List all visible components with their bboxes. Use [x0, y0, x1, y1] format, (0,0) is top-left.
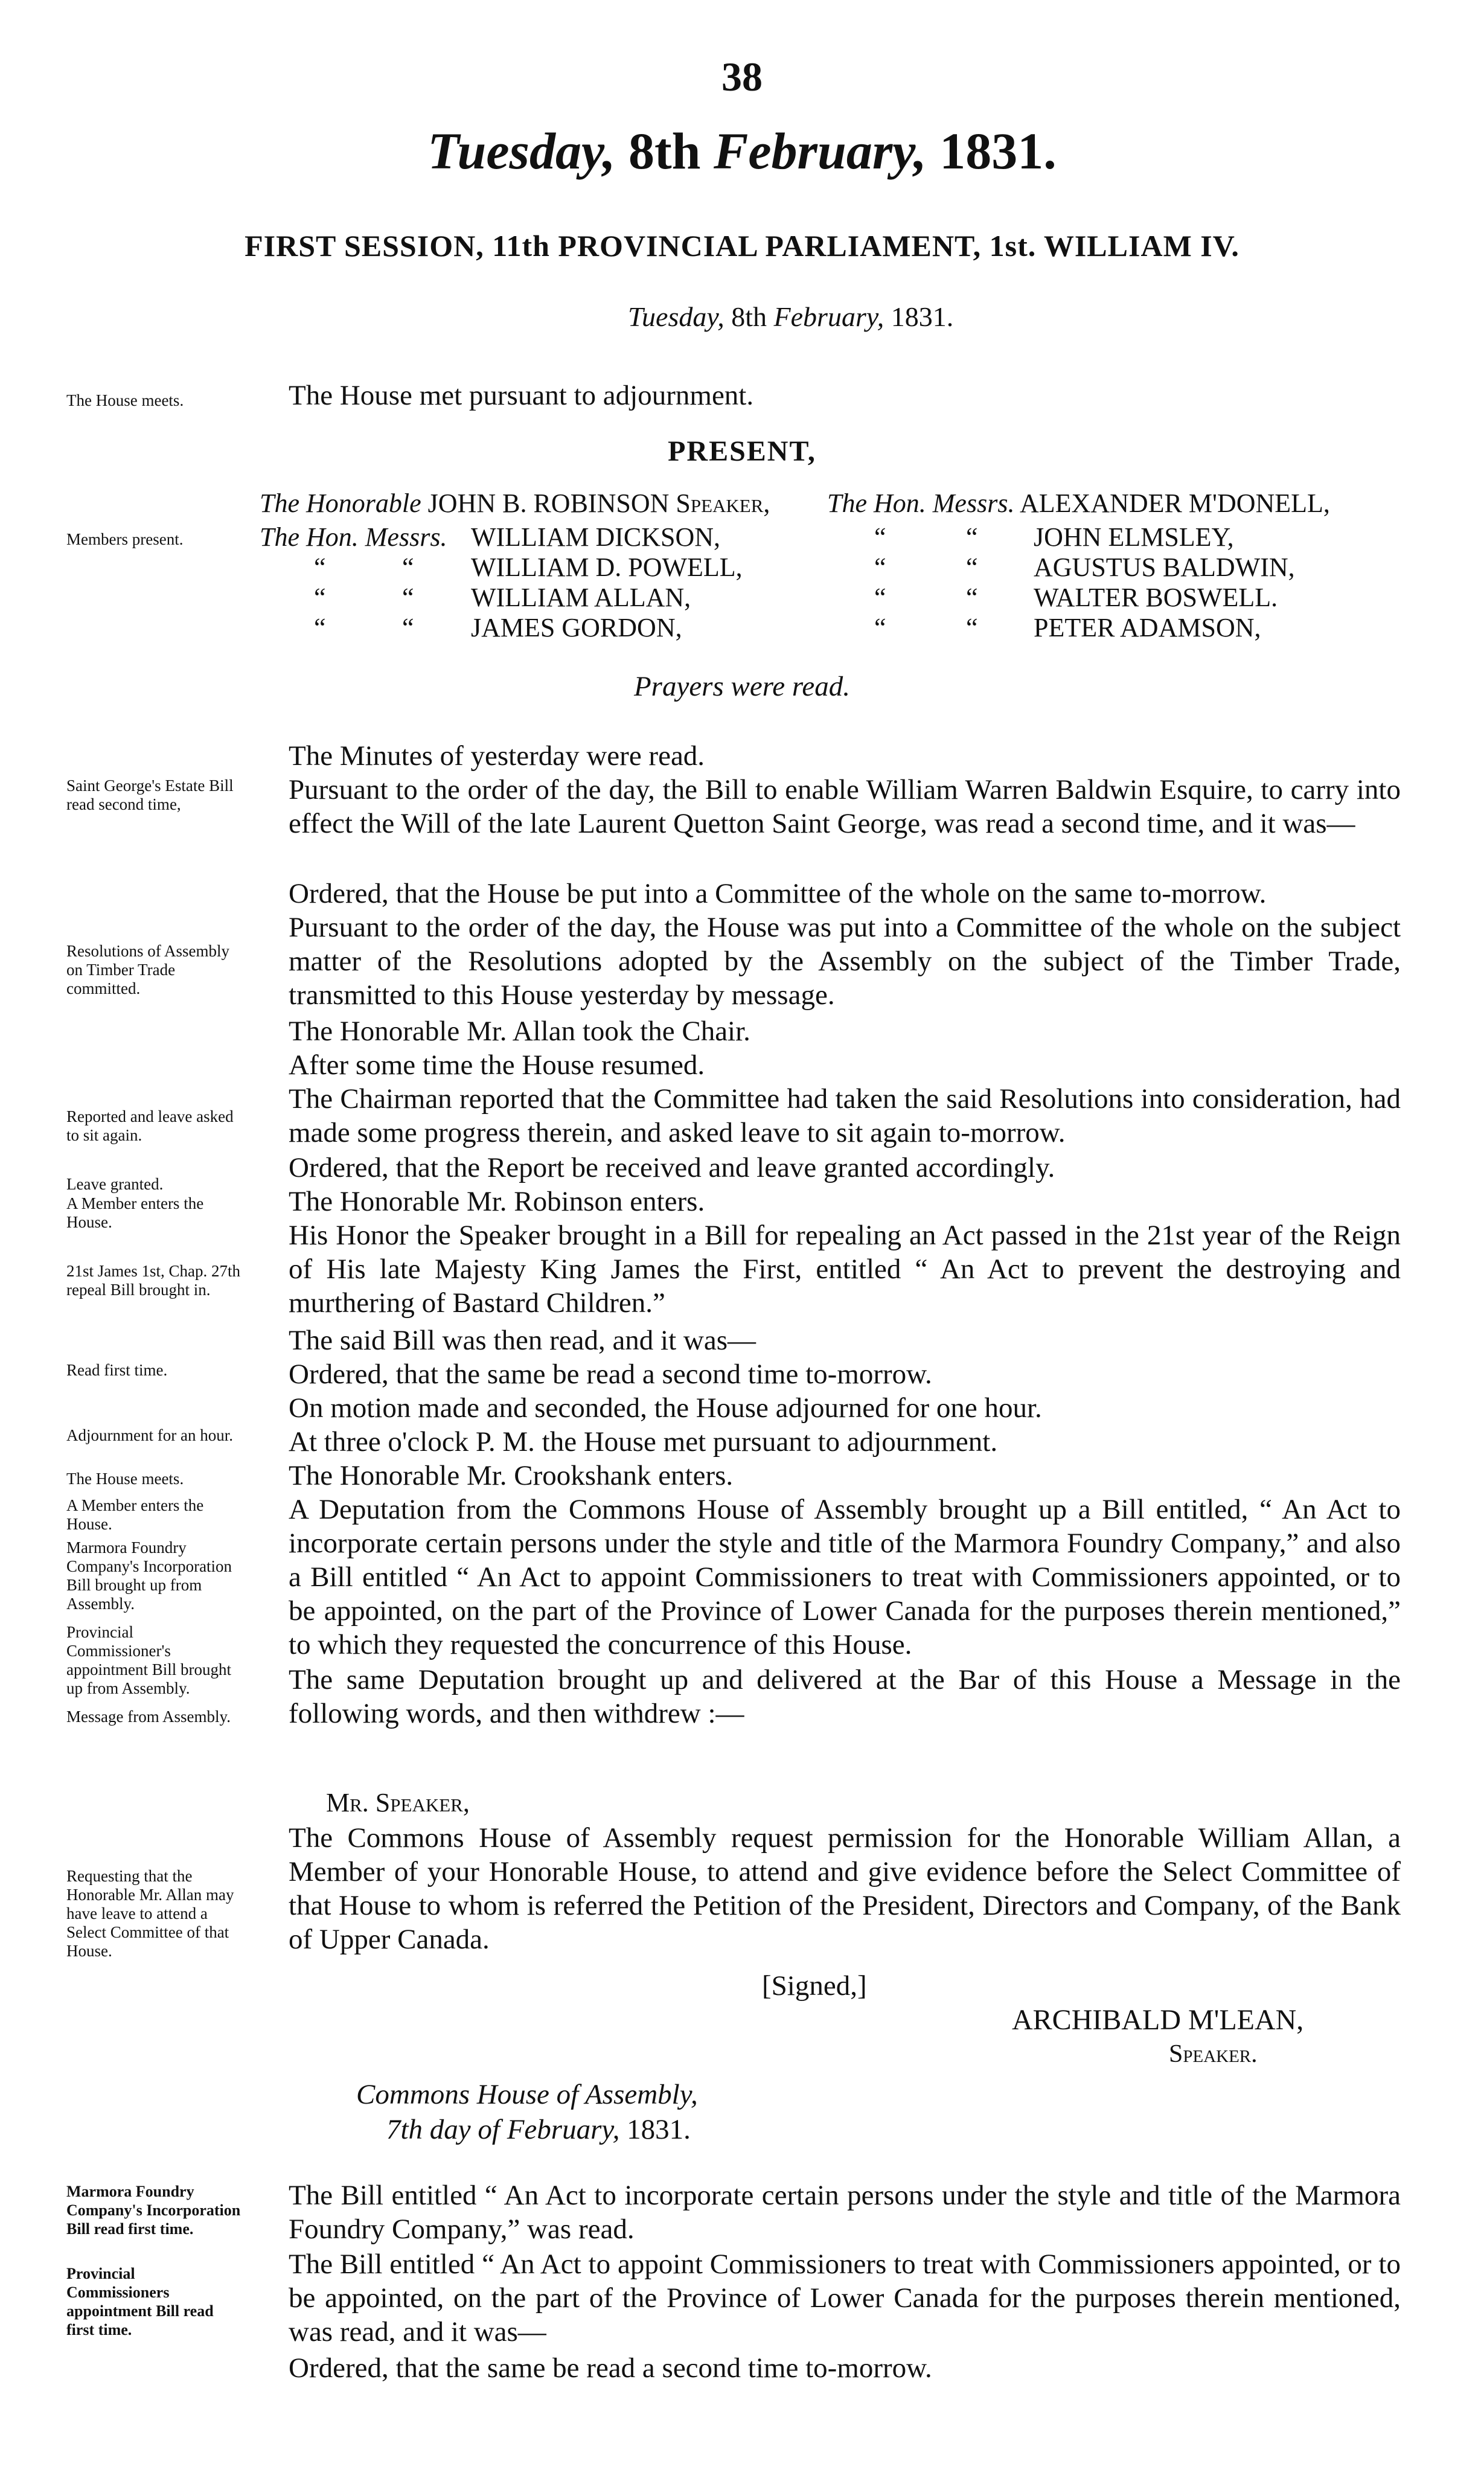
page-number: 38: [721, 54, 763, 100]
margin-note: A Member enters the House.: [66, 1194, 204, 1231]
member-row-1: [260, 488, 770, 519]
present-heading: PRESENT,: [668, 435, 816, 467]
margin-note: Leave granted.: [66, 1175, 164, 1193]
member-row-1-right: [827, 488, 1330, 519]
sub-date-day: 8th: [731, 301, 767, 332]
sub-date-month: February,: [773, 301, 884, 332]
message-date: [386, 2113, 691, 2146]
member-title: Speaker,: [676, 488, 770, 518]
message-salutation: Mr. Speaker,: [326, 1788, 470, 1817]
margin-note: Provincial Commissioner's appointment Bill brought up from Assembly.: [66, 1623, 231, 1697]
ditto-mark: “: [314, 613, 326, 642]
sub-date-year: 1831.: [891, 301, 954, 332]
margin-note: Provincial Commissioners appointment Bill read first time.: [66, 2265, 214, 2338]
member-name: WILLIAM D. POWELL,: [471, 552, 743, 582]
member-prefix: The Hon. Messrs.: [827, 488, 1015, 518]
paragraph: After some time the House resumed.: [289, 1049, 705, 1081]
ditto-mark: “: [966, 522, 978, 552]
date-day: 8th: [628, 122, 701, 180]
date-year: 1831.: [939, 122, 1057, 180]
member-name: JAMES GORDON,: [471, 613, 682, 642]
paragraph: On motion made and seconded, the House adjourned for one hour.: [289, 1392, 1042, 1424]
ditto-mark: “: [314, 552, 326, 582]
member-name: WILLIAM ALLAN,: [471, 583, 691, 612]
page-date-heading: [0, 121, 1484, 181]
member-name: PETER ADAMSON,: [1034, 613, 1261, 642]
session-title: FIRST SESSION, 11th PROVINCIAL PARLIAMENT, 1st. WILLIAM IV.: [245, 229, 1239, 263]
paragraph: His Honor the Speaker brought in a Bill for repealing an Act passed in the 21st year of the Reign of His late Majesty King James the First, entitled “ An Act to prevent the destroying and murthering of Bastard Children.”: [289, 1220, 1401, 1319]
paragraph: Pursuant to the order of the day, the House was put into a Committee of the whole on the subject matter of the Resolutions adopted by the Assembly on the subject of the Timber Trade, transmitted to this House yesterday by message.: [289, 912, 1401, 1011]
margin-note: The House meets.: [66, 1470, 184, 1488]
paragraph: Pursuant to the order of the day, the Bill to enable William Warren Baldwin Esquire, to carry into effect the Will of the late Laurent Quetton Saint George, was read a second time, and it was—: [289, 774, 1401, 839]
message-place: Commons House of Assembly,: [356, 2079, 698, 2110]
message-signer: ARCHIBALD M'LEAN,: [1012, 2004, 1304, 2036]
paragraph: The Honorable Mr. Crookshank enters.: [289, 1460, 734, 1491]
margin-note: Resolutions of Assembly on Timber Trade committed.: [66, 942, 230, 997]
paragraph: The Minutes of yesterday were read.: [289, 740, 705, 772]
paragraph: A Deputation from the Commons House of Assembly brought up a Bill entitled, “ An Act to incorporate certain persons under the style and title of the Marmora Foundry Company,” and also a Bill entitled “ An Act to appoint Commissioners to treat with Commissioners appointed, or to be appointed, on the part of the Province of Lower Canada for the purposes therein mentioned,” to which they requested the concurrence of this House.: [289, 1494, 1401, 1660]
margin-note: Adjournment for an hour.: [66, 1426, 233, 1444]
message-body: The Commons House of Assembly request permission for the Honorable William Allan, a Member of your Honorable House, to attend and give evidence before the Select Committee of that House to whom is referred the Petition of the President, Directors and Company, of the Bank of Upper Canada.: [289, 1822, 1401, 1955]
message-date-day: 7th day of February,: [386, 2114, 620, 2145]
paragraph: Ordered, that the same be read a second time to-morrow.: [289, 1359, 932, 1390]
margin-note: Read first time.: [66, 1361, 168, 1379]
paragraph: Ordered, that the House be put into a Committee of the whole on the same to-morrow.: [289, 878, 1267, 909]
paragraph: At three o'clock P. M. the House met pursuant to adjournment.: [289, 1426, 998, 1458]
paragraph: The said Bill was then read, and it was—: [289, 1325, 756, 1356]
margin-note: Requesting that the Honorable Mr. Allan may have leave to attend a Select Committee of that House.: [66, 1867, 234, 1960]
ditto-mark: “: [966, 583, 978, 612]
member-name: ALEXANDER M'DONELL,: [1020, 488, 1330, 518]
opening-line: The House met pursuant to adjournment.: [289, 380, 754, 411]
margin-note: Marmora Foundry Company's Incorporation Bill brought up from Assembly.: [66, 1538, 232, 1613]
message-signer-title: Speaker.: [1169, 2040, 1258, 2068]
ditto-mark: “: [966, 613, 978, 642]
member-name: WILLIAM DICKSON,: [471, 522, 721, 552]
margin-note: Reported and leave asked to sit again.: [66, 1107, 234, 1144]
margin-note: Saint George's Estate Bill read second time,: [66, 776, 234, 813]
member-name: JOHN B. ROBINSON: [427, 488, 670, 518]
ditto-mark: “: [314, 583, 326, 612]
margin-note: The House meets.: [66, 391, 184, 409]
message-date-year: 1831.: [627, 2114, 691, 2145]
message-signed: [Signed,]: [762, 1970, 867, 2002]
ditto-mark: “: [402, 552, 414, 582]
member-prefix: The Hon. Messrs.: [260, 522, 447, 552]
sub-date-weekday: Tuesday,: [628, 301, 724, 332]
ditto-mark: “: [874, 583, 886, 612]
paragraph: The Chairman reported that the Committee had taken the said Resolutions into consideration, had made some progress therein, and asked leave to sit again to-morrow.: [289, 1083, 1401, 1148]
sub-date: [628, 301, 953, 333]
margin-note: Members present.: [66, 530, 184, 548]
paragraph: The Honorable Mr. Robinson enters.: [289, 1186, 705, 1217]
margin-note: Marmora Foundry Company's Incorporation Bill read first time.: [66, 2183, 241, 2238]
ditto-mark: “: [402, 613, 414, 642]
paragraph: The same Deputation brought up and delivered at the Bar of this House a Message in the following words, and then withdrew :—: [289, 1664, 1401, 1729]
margin-note: Message from Assembly.: [66, 1708, 231, 1726]
member-name: WALTER BOSWELL.: [1034, 583, 1278, 612]
ditto-mark: “: [874, 613, 886, 642]
paragraph: Ordered, that the same be read a second time to-morrow.: [289, 2352, 932, 2384]
member-name: JOHN ELMSLEY,: [1034, 522, 1234, 552]
ditto-mark: “: [874, 522, 886, 552]
member-prefix: The Honorable: [260, 488, 421, 518]
ditto-mark: “: [966, 552, 978, 582]
paragraph: The Bill entitled “ An Act to incorporate certain persons under the style and title of the Marmora Foundry Company,” was read.: [289, 2180, 1401, 2245]
margin-note: A Member enters the House.: [66, 1496, 204, 1533]
date-month: February,: [713, 122, 927, 180]
date-weekday: Tuesday,: [427, 122, 616, 180]
paragraph: Ordered, that the Report be received and leave granted accordingly.: [289, 1152, 1055, 1183]
margin-note: 21st James 1st, Chap. 27th repeal Bill brought in.: [66, 1262, 240, 1299]
prayers-line: Prayers were read.: [633, 671, 851, 702]
paragraph: The Honorable Mr. Allan took the Chair.: [289, 1016, 750, 1047]
member-name: AGUSTUS BALDWIN,: [1034, 552, 1295, 582]
ditto-mark: “: [874, 552, 886, 582]
paragraph: The Bill entitled “ An Act to appoint Commissioners to treat with Commissioners appointed, or to be appointed, on the part of the Province of Lower Canada for the purposes therein mentioned, was read, and it was—: [289, 2249, 1401, 2348]
ditto-mark: “: [402, 583, 414, 612]
